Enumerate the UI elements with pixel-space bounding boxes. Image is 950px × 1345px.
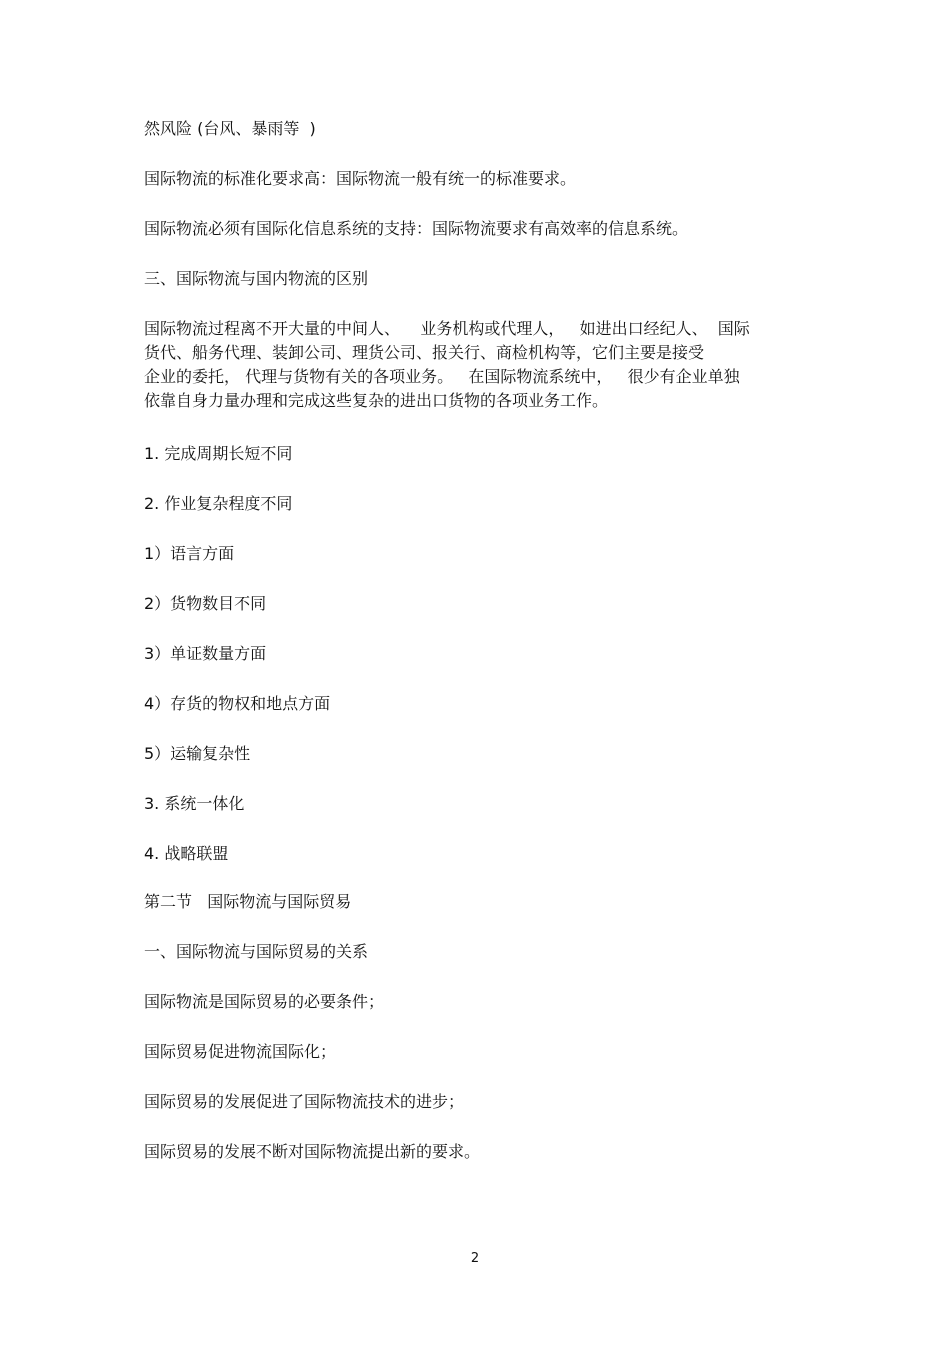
list-item: 1. 完成周期长短不同 xyxy=(144,444,293,463)
paragraph-line: 国际物流过程离不开大量的中间人、 业务机构或代理人， 如进出口经纪人、 国际 xyxy=(144,319,750,338)
list-item: 1）语言方面 xyxy=(144,544,235,563)
list-item: 5）运输复杂性 xyxy=(144,744,251,763)
section-heading-chapter: 第二节 国际物流与国际贸易 xyxy=(144,892,352,911)
text-line: 国际贸易的发展不断对国际物流提出新的要求。 xyxy=(144,1142,481,1161)
text-line-natural-risk: 然风险 (台风、暴雨等 ) xyxy=(144,119,316,138)
section-heading-differences: 三、国际物流与国内物流的区别 xyxy=(144,269,369,288)
list-item: 3. 系统一体化 xyxy=(144,794,245,813)
paragraph-line: 货代、船务代理、装卸公司、理货公司、报关行、商检机构等，它们主要是接受 xyxy=(144,343,705,362)
text-line: 国际贸易促进物流国际化； xyxy=(144,1042,337,1061)
list-item: 4）存货的物权和地点方面 xyxy=(144,694,331,713)
text-line: 国际贸易的发展促进了国际物流技术的进步； xyxy=(144,1092,465,1111)
section-heading-relationship: 一、国际物流与国际贸易的关系 xyxy=(144,942,369,961)
list-item: 2. 作业复杂程度不同 xyxy=(144,494,293,513)
paragraph-line: 依靠自身力量办理和完成这些复杂的进出口货物的各项业务工作。 xyxy=(144,391,609,410)
list-item: 3）单证数量方面 xyxy=(144,644,267,663)
list-item: 2）货物数目不同 xyxy=(144,594,267,613)
text-line-standardization: 国际物流的标准化要求高：国际物流一般有统一的标准要求。 xyxy=(144,169,577,188)
list-item: 4. 战略联盟 xyxy=(144,844,229,863)
paragraph-intermediaries xyxy=(144,317,814,413)
text-line: 国际物流是国际贸易的必要条件； xyxy=(144,992,385,1011)
text-line-information-system: 国际物流必须有国际化信息系统的支持：国际物流要求有高效率的信息系统。 xyxy=(144,219,689,238)
paragraph-line: 企业的委托， 代理与货物有关的各项业务。 在国际物流系统中， 很少有企业单独 xyxy=(144,367,740,386)
page-number: 2 xyxy=(470,1251,480,1266)
